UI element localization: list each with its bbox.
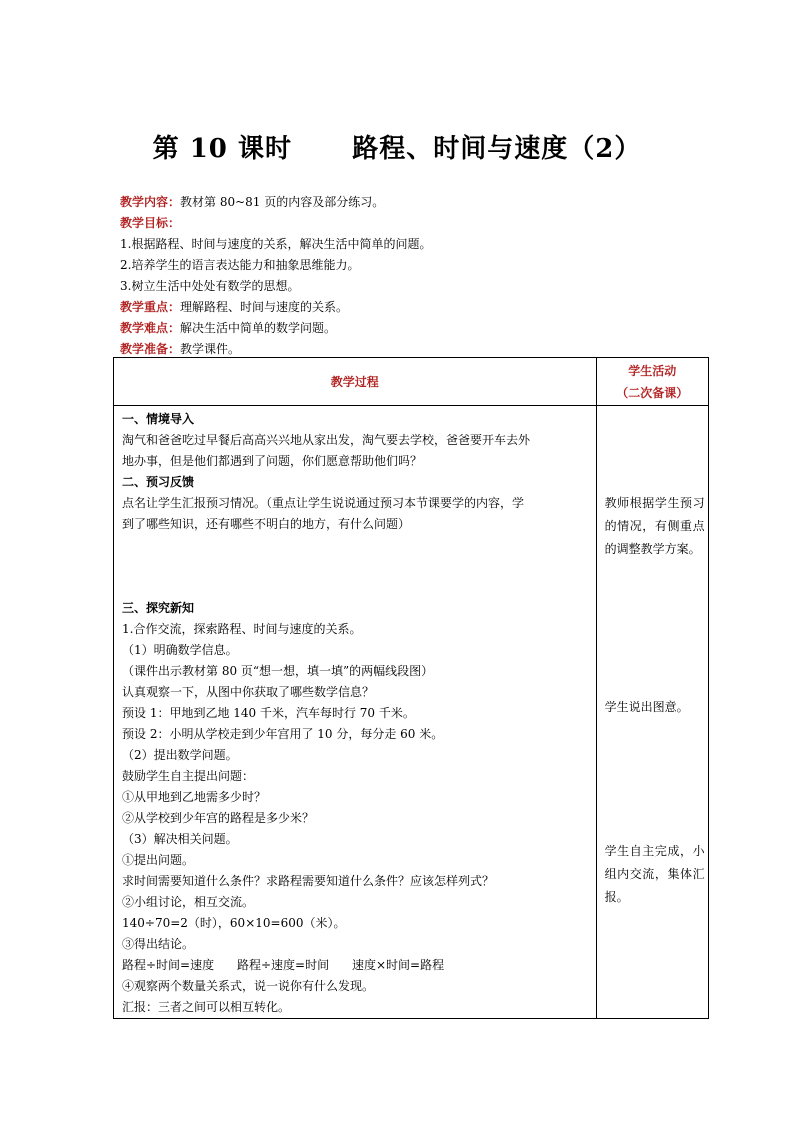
goal-item: 1.根据路程、时间与速度的关系，解决生活中简单的问题。: [120, 237, 432, 251]
table-header-row: [114, 358, 709, 406]
section-line: 预设 1：甲地到乙地 140 千米，汽车每时行 70 千米。: [122, 706, 415, 720]
prep-label: 教学准备：: [120, 342, 181, 356]
section-line: 认真观察一下，从图中你获取了哪些数学信息？: [122, 685, 375, 699]
prep-text: 教学课件。: [180, 342, 241, 356]
difficulty-row: [120, 318, 710, 339]
activity-header: [596, 358, 708, 406]
goals-row: [120, 213, 710, 234]
section-line: 140÷70=2（时），60×10=600（米）。: [122, 916, 346, 930]
section-line: 到了哪些知识，还有哪些不明白的地方，有什么问题）: [122, 517, 411, 531]
goal-item: 3.树立生活中处处有数学的思想。: [120, 279, 300, 293]
table-body-row: [114, 406, 709, 1019]
section-line: 地办事，但是他们都遇到了问题，你们愿意帮助他们吗？: [122, 454, 423, 468]
section-line: ②小组讨论，相互交流。: [122, 895, 255, 909]
difficulty-text: 解决生活中简单的数学问题。: [180, 321, 337, 335]
activity-note: 学生说出图意。: [604, 700, 689, 714]
spacer: [122, 535, 588, 598]
key-text: 理解路程、时间与速度的关系。: [180, 300, 349, 314]
section-line: 1.合作交流，探索路程、时间与速度的关系。: [122, 622, 362, 636]
activity-header-line1: 学生活动: [628, 363, 677, 378]
key-label: 教学重点：: [120, 300, 181, 314]
lesson-title: 第 10 课时 路程、时间与速度（2）: [152, 134, 642, 164]
activity-notes: [597, 406, 708, 1008]
activity-note: 教师根据学生预习的情况，有侧重点的调整教学方案。: [604, 496, 705, 556]
section-title: 三、探究新知: [122, 601, 195, 615]
lesson-process-table: [113, 357, 709, 1019]
section-line: 预设 2：小明从学校走到少年宫用了 10 分，每分走 60 米。: [122, 727, 444, 741]
process-header: 教学过程: [114, 358, 597, 406]
goal-item: 2.培养学生的语言表达能力和抽象思维能力。: [120, 258, 360, 272]
section-line: 鼓励学生自主提出问题：: [122, 769, 255, 783]
section-title: 一、情境导入: [122, 412, 195, 426]
section-line: ④观察两个数量关系式，说一说你有什么发现。: [122, 979, 375, 993]
section-line: （2）提出数学问题。: [122, 748, 238, 762]
activity-header-line2: （二次备课）: [616, 385, 689, 400]
section-line: （1）明确数学信息。: [122, 643, 238, 657]
section-line: ②从学校到少年宫的路程是多少米？: [122, 811, 315, 825]
activity-note: 学生自主完成，小组内交流，集体汇报。: [604, 844, 705, 904]
section-line: 求时间需要知道什么条件？求路程需要知道什么条件？应该怎样列式？: [122, 874, 495, 888]
lesson-info: [120, 192, 710, 360]
section-line: 汇报：三者之间可以相互转化。: [122, 1000, 291, 1014]
section-line: ①提出问题。: [122, 853, 195, 867]
section-line: 路程÷时间=速度 路程÷速度=时间 速度×时间=路程: [122, 958, 445, 972]
content-text: 教材第 80~81 页的内容及部分练习。: [180, 195, 385, 209]
key-row: [120, 297, 710, 318]
section-line: 淘气和爸爸吃过早餐后高高兴兴地从家出发，淘气要去学校，爸爸要开车去外: [122, 433, 531, 447]
section-line: （课件出示教材第 80 页“想一想，填一填”的两幅线段图）: [122, 664, 434, 678]
content-label: 教学内容：: [120, 195, 181, 209]
activity-cell: [596, 406, 708, 1019]
section-line: ③得出结论。: [122, 937, 195, 951]
section-line: （3）解决相关问题。: [122, 832, 238, 846]
content-row: [120, 192, 710, 213]
process-cell: [114, 406, 597, 1019]
section-line: ①从甲地到乙地需多少时？: [122, 790, 267, 804]
goals-label: 教学目标：: [120, 216, 181, 230]
section-line: 点名让学生汇报预习情况。（重点让学生说说通过预习本节课要学的内容，学: [122, 496, 525, 510]
section-title: 二、预习反馈: [122, 475, 195, 489]
difficulty-label: 教学难点：: [120, 321, 181, 335]
